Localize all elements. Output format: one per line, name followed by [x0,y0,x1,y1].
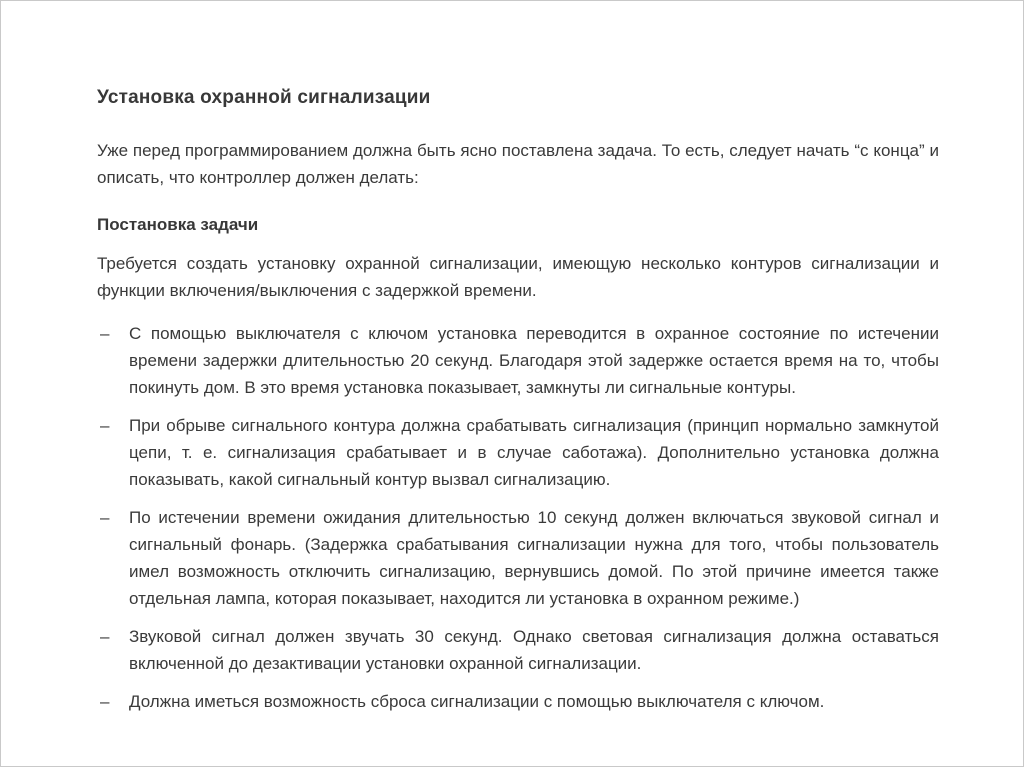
intro-paragraph: Уже перед программированием должна быть ясно поставлена задача. То есть, следует начать “с конца” и описать, что контроллер должен делать: [97,141,939,187]
bullet-text: Должна иметься возможность сброса сигнализации с помощью выключателя с ключом. [129,692,825,711]
bullet-dash-marker: – [100,416,110,435]
bullet-list [97,320,939,715]
bullet-text: При обрыве сигнального контура должна срабатывать сигнализация (принцип нормально замкнутой цепи, т. е. сигнализация срабатывает и в случае саботажа). Дополнительно установка должна показывать, какой сигнальный контур вызвал сигнализацию. [129,416,939,489]
task-paragraph: Требуется создать установку охранной сигнализации, имеющую несколько контуров сигнализации и функции включения/выключения с задержкой времени. [97,254,939,300]
bullet-item [97,623,939,677]
bullet-text: Звуковой сигнал должен звучать 30 секунд. Однако световая сигнализация должна оставаться включенной до дезактивации установки охранной сигнализации. [129,627,939,673]
page-title: Установка охранной сигнализации [97,87,431,108]
bullet-item [97,688,939,715]
bullet-item [97,504,939,612]
bullet-dash-marker: – [100,692,110,711]
bullet-dash-marker: – [100,324,110,343]
bullet-item [97,412,939,493]
section-heading: Постановка задачи [97,215,259,234]
bullet-dash-marker: – [100,508,110,527]
bullet-item [97,320,939,401]
bullet-text: С помощью выключателя с ключом установка переводится в охранное состояние по истечении времени задержки длительностью 20 секунд. Благодаря этой задержке остается время на то, чтобы покинуть дом. В это время установка показывает, замкнуты ли сигнальные контуры. [129,324,939,397]
bullet-dash-marker: – [100,627,110,646]
bullet-text: По истечении времени ожидания длительностью 10 секунд должен включаться звуковой сигнал и сигнальный фонарь. (Задержка срабатывания сигнализации нужна для того, чтобы пользователь имел возможность отключить сигнализацию, вернувшись домой. По этой причине имеется также отдельная лампа, которая показывает, находится ли установка в охранном режиме.) [129,508,939,608]
